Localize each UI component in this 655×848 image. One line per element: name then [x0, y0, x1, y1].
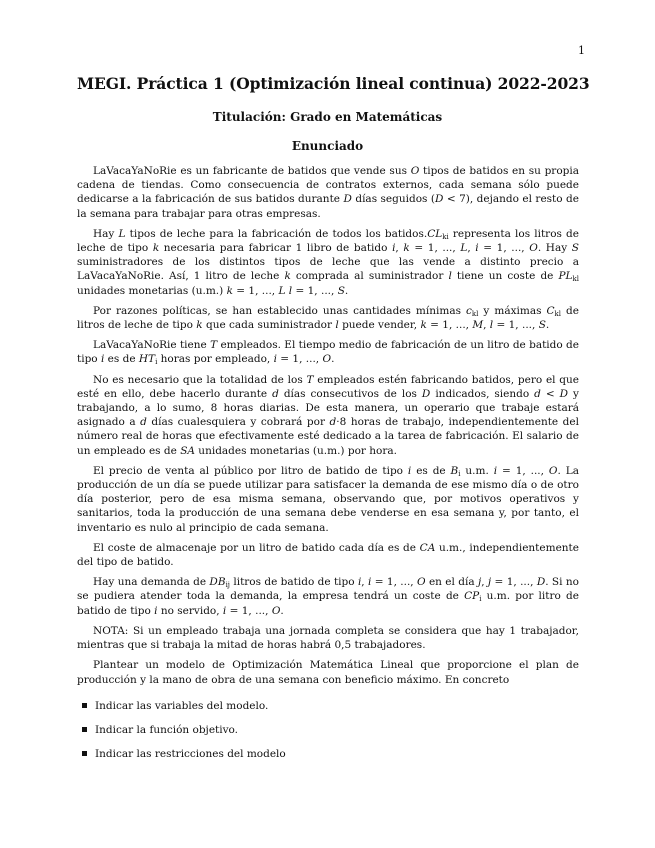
text-run: no servido, [157, 604, 223, 617]
math-symbol: O [271, 604, 281, 617]
text-run: Hay [93, 227, 119, 240]
text-run: = 1, ..., [232, 284, 279, 297]
math-symbol: D [343, 193, 352, 206]
math-symbol: D [536, 576, 546, 589]
math-symbol: l [335, 319, 339, 332]
paragraph [77, 541, 579, 569]
math-symbol: HT [138, 353, 156, 366]
math-symbol: k [403, 242, 410, 255]
text-run: LaVacaYaNoRie es un fabricante de batidos que vende sus [93, 165, 411, 177]
text-run: unidades monetarias (u.m.) [77, 284, 227, 297]
text-run: litros de batido de tipo [229, 576, 358, 589]
math-symbol: CL [427, 227, 443, 240]
text-run: = 1, ..., [426, 319, 473, 332]
section-heading: Enunciado [291, 139, 364, 153]
math-symbol: l [288, 284, 293, 297]
paragraph [77, 373, 579, 458]
paragraph [77, 624, 579, 652]
text-run: = 1, ..., [491, 576, 537, 589]
paragraph [77, 658, 579, 686]
math-symbol: k [420, 319, 427, 332]
math-symbol: M [472, 319, 484, 332]
text-run: . [344, 284, 349, 297]
math-symbol: O [322, 353, 332, 366]
text-run: = 1, ..., [371, 576, 417, 589]
math-symbol: D [434, 193, 444, 206]
text-run: , [467, 242, 476, 255]
text-run: El coste de almacenaje por un litro de batido cada día es de [93, 541, 420, 554]
text-run: = 1, ..., [276, 353, 323, 366]
page-number: 1 [578, 44, 585, 57]
text-run: No es necesario que la totalidad de los [93, 373, 307, 386]
text-run: , [361, 576, 368, 589]
subscript: ij [225, 581, 230, 590]
math-symbol: i [154, 604, 158, 617]
math-symbol: i [357, 576, 362, 589]
text-run: días consecutivos de los [278, 387, 422, 400]
task-text: Indicar las variables del modelo. [95, 699, 269, 712]
text-run: comprada al suministrador [290, 270, 449, 283]
text-run: Hay una demanda de [93, 576, 210, 589]
text-run: Por razones políticas, se han establecido unas cantidades mínimas [93, 304, 466, 317]
text-run: = 1, ..., [226, 604, 272, 617]
math-symbol: S [538, 319, 546, 332]
math-symbol: L [278, 284, 286, 297]
document-body [77, 164, 579, 771]
math-symbol: c [466, 304, 472, 317]
paragraph [77, 227, 579, 298]
text-run: u.m. [460, 464, 494, 477]
math-symbol: SA [180, 444, 195, 457]
math-symbol: D [559, 387, 569, 400]
text-run: = 1, ..., [292, 284, 338, 297]
text-run: NOTA: Si un empleado trabaja una jornada completa se considera que hay 1 trabajador, mientras que si trabaja la mitad de horas habrá 0,5 trabajadores. [77, 624, 579, 652]
math-symbol: O [548, 464, 558, 477]
text-run: , [395, 242, 404, 255]
math-symbol: S [571, 242, 579, 255]
task-item [95, 747, 579, 761]
paragraph-list [77, 164, 579, 687]
paragraph [77, 464, 579, 535]
text-run: . La producción de un día se puede utilizar para satisfacer la demanda de ese mismo día o de otro día posterior, pero de esa misma semana, observando que, por motivos operativos y sanitarios, toda la producción de una semana debe venderse en esa semana y, por tanto, el inventario es nulo al principio de cada semana. [77, 464, 579, 534]
text-run: El precio de venta al público por litro de batido de tipo [93, 464, 408, 477]
math-symbol: T [210, 339, 218, 352]
text-run: puede vender, [338, 319, 421, 332]
bullet-icon [82, 727, 87, 732]
text-run: u.m. por litro de batido de tipo [77, 590, 579, 617]
document-subtitle: Titulación: Grado en Matemáticas [212, 110, 443, 124]
paragraph [77, 164, 579, 221]
math-symbol: l [489, 319, 494, 332]
text-run: que cada suministrador [202, 319, 336, 332]
math-symbol: d [272, 387, 279, 400]
math-symbol: PL [558, 270, 573, 283]
math-symbol: CP [464, 590, 480, 603]
text-run: días seguidos ( [351, 193, 435, 206]
task-text: Indicar las restricciones del modelo [95, 748, 286, 761]
math-symbol: T [306, 373, 314, 386]
paragraph [77, 575, 579, 618]
math-symbol: O [416, 576, 426, 589]
text-run: tiene un coste de [451, 270, 559, 283]
text-run: unidades monetarias (u.m.) por hora. [194, 444, 397, 457]
text-run: . [280, 604, 284, 617]
text-run: en el día [425, 576, 478, 589]
paragraph [77, 304, 579, 332]
task-item [95, 723, 579, 737]
math-symbol: d [140, 416, 147, 429]
text-run: = 1, ..., [493, 319, 539, 332]
text-run: ·8 horas de trabajo, independientemente del número real de horas que efectivamente esté dedicado a la tarea de fabricación. El salario de un empleado es de [77, 416, 579, 457]
text-run: es de [411, 464, 451, 477]
math-symbol: D [421, 387, 431, 400]
math-symbol: C [546, 304, 555, 317]
math-symbol: i [407, 464, 412, 477]
math-symbol: i [273, 353, 277, 366]
subscript: kl [572, 275, 579, 284]
subscript: i [155, 358, 158, 367]
task-list [77, 699, 579, 762]
math-symbol: k [152, 242, 160, 255]
math-symbol: i [392, 242, 396, 255]
text-run: es de [104, 353, 139, 366]
math-symbol: l [448, 270, 452, 283]
subscript: kl [471, 309, 479, 318]
math-symbol: k [284, 270, 291, 283]
math-symbol: d [329, 416, 337, 429]
text-run: . Si no se pudiera atender toda la demanda, la empresa tendrá un coste de [77, 576, 579, 603]
math-symbol: S [337, 284, 345, 297]
paragraph [77, 338, 579, 366]
text-run: suministradores de los distintos tipos de leche que las vende a distinto precio a LaVacaYaNoRie. Así, 1 litro de leche [77, 256, 579, 283]
text-run: días cualesquiera y cobrará por [146, 416, 330, 429]
math-symbol: O [529, 242, 538, 255]
text-run: de litros de leche de tipo [77, 304, 579, 332]
text-run: . Hay [537, 242, 572, 255]
text-run: Plantear un modelo de Optimización Matemática Lineal que proporcione el plan de producción y la mano de obra de una semana con beneficio máximo. En concreto [77, 659, 579, 686]
text-run: = 1, ..., [409, 242, 461, 255]
subscript: i [458, 469, 461, 478]
math-symbol: L [460, 242, 468, 255]
math-symbol: i [100, 353, 105, 366]
text-run: tipos de leche para la fabricación de todos los batidos. [125, 227, 428, 240]
math-symbol: L [118, 227, 126, 240]
math-symbol: j [477, 576, 482, 589]
math-symbol: d [534, 387, 541, 400]
math-symbol: O [410, 165, 420, 177]
subscript: kl [554, 309, 562, 318]
math-symbol: i [493, 464, 498, 477]
text-run: = 1, ..., [497, 464, 549, 477]
text-run: indicados, siendo [430, 387, 535, 400]
text-run: < [540, 387, 560, 400]
text-run: . [331, 353, 335, 366]
text-run: empleados. El tiempo medio de fabricación de un litro de batido de tipo [77, 339, 579, 366]
math-symbol: k [226, 284, 233, 297]
subscript: i [479, 595, 482, 604]
math-symbol: CA [419, 541, 436, 554]
math-symbol: j [487, 576, 492, 589]
text-run: , [481, 576, 488, 589]
subscript: ki [442, 232, 449, 241]
text-run: y máximas [478, 304, 547, 317]
math-symbol: i [475, 242, 479, 255]
text-run: empleados estén fabricando batidos, pero el que esté en ello, debe hacerlo durante [77, 373, 579, 400]
bullet-icon [82, 703, 87, 708]
math-symbol: B [450, 464, 459, 477]
bullet-icon [82, 751, 87, 756]
text-run: . [545, 319, 550, 332]
text-run: < 7), dejando el resto de la semana para trabajar para otras empresas. [77, 193, 579, 220]
task-text: Indicar la función objetivo. [95, 723, 239, 736]
math-symbol: k [196, 319, 203, 332]
document-title: MEGI. Práctica 1 (Optimización lineal continua) 2022-2023 [77, 74, 590, 93]
text-run: u.m., independientemente del tipo de batido. [77, 541, 579, 569]
text-run: = 1, ..., [478, 242, 530, 255]
text-run: y trabajando, a lo sumo, 8 horas diarias. De esta manera, un operario que trabaje estará asignado a [77, 387, 579, 429]
text-run: LaVacaYaNoRie tiene [93, 339, 211, 352]
math-symbol: DB [209, 576, 226, 589]
text-run: representa los litros de leche de tipo [77, 227, 579, 255]
text-run: tipos de batidos en su propia cadena de tiendas. Como consecuencia de contratos externos, cada semana sólo puede dedicarse a la fabricación de sus batidos durante [77, 165, 579, 206]
math-symbol: i [368, 576, 372, 589]
text-run: necesaria para fabricar 1 libro de batido [159, 242, 393, 255]
task-item [95, 699, 579, 713]
text-run: , [483, 319, 490, 332]
text-run: horas por empleado, [157, 353, 274, 366]
math-symbol: i [222, 604, 227, 617]
